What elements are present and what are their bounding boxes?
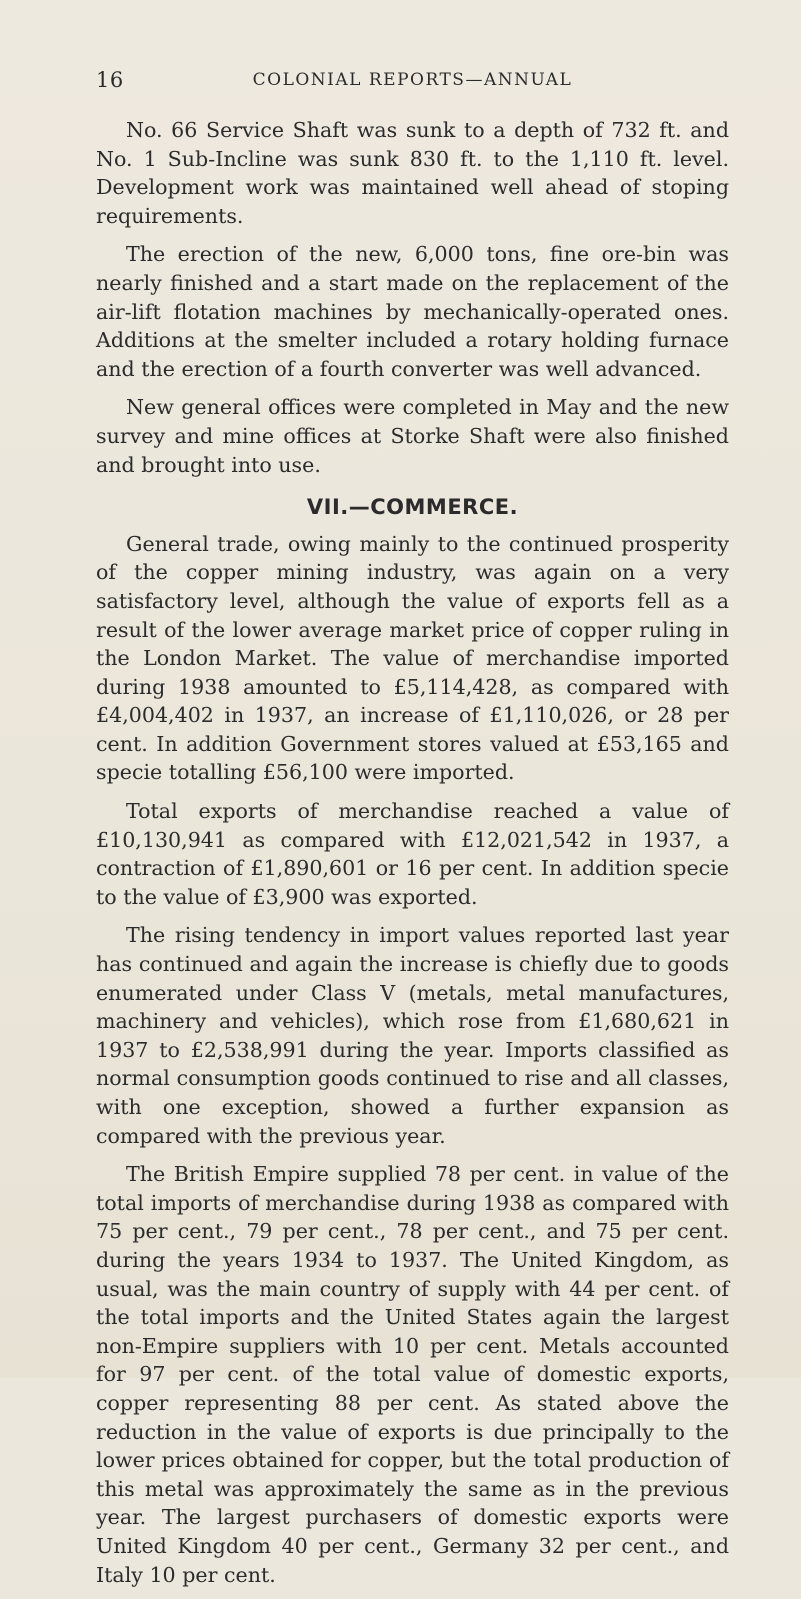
section-heading-commerce: VII.—COMMERCE.: [306, 495, 519, 520]
paragraph-offices: New general offices were completed in May and the new survey and mine offices at Storke Shaft were also finished and brought into use.: [96, 395, 729, 477]
body-text: [96, 116, 729, 1599]
paragraph-mining-shafts: No. 66 Service Shaft was sunk to a depth of 732 ft. and No. 1 Sub-Incline was sunk 830 ft. to the 1,110 ft. level. Development work was maintained well ahead of stoping requirements.: [96, 118, 729, 228]
paragraph-ore-bin: The erection of the new, 6,000 tons, fine ore-bin was nearly finished and a start made on the replacement of the air-lift flotation machines by mechanically-operated ones. Additions at the smelter included a rotary holding furnace and the erection of a fourth converter was well advanced.: [96, 242, 729, 381]
paragraph-british-empire: The British Empire supplied 78 per cent. in value of the total imports of merchandise during 1938 as compared with 75 per cent., 79 per cent., 78 per cent., and 75 per cent. during the years 1934 to 1937. The United Kingdom, as usual, was the main country of supply with 44 per cent. of the total imports and the United States again the largest non-Empire suppliers with 10 per cent. Metals accounted for 97 per cent. of the total value of domestic exports, copper representing 88 per cent. As stated above the reduction in the value of exports is due principally to the lower prices obtained for copper, but the total production of this metal was approximately the same as in the previous year. The largest purchasers of domestic exports were United Kingdom 40 per cent., Germany 32 per cent., and Italy 10 per cent.: [96, 1162, 729, 1587]
page-number: 16: [96, 68, 124, 92]
paragraph-general-trade: General trade, owing mainly to the continued prosperity of the copper mining industry, was again on a very satisfactory level, although the value of exports fell as a result of the lower average market price of copper ruling in the London Market. The value of merchandise imported during 1938 amounted to £5,114,428, as compared with £4,004,402 in 1937, an increase of £1,110,026, or 28 per cent. In addition Government stores valued at £53,165 and specie totalling £56,100 were imported.: [96, 531, 729, 785]
paragraph-import-values: The rising tendency in import values reported last year has continued and again the increase is chiefly due to goods enumerated under Class V (metals, metal manufactures, machinery and vehicles), which rose from £1,680,621 in 1937 to £2,538,991 during the year. Imports classified as normal consumption goods continued to rise and all classes, with one exception, showed a further expansion as compared with the previous year.: [96, 923, 729, 1148]
running-head: COLONIAL REPORTS—ANNUAL: [252, 70, 573, 90]
paragraph-exports: Total exports of merchandise reached a value of £10,130,941 as compared with £12,021,542 in 1937, a contraction of £1,890,601 or 16 per cent. In addition specie to the value of £3,900 was exported.: [96, 799, 729, 909]
page-header: [96, 68, 729, 98]
